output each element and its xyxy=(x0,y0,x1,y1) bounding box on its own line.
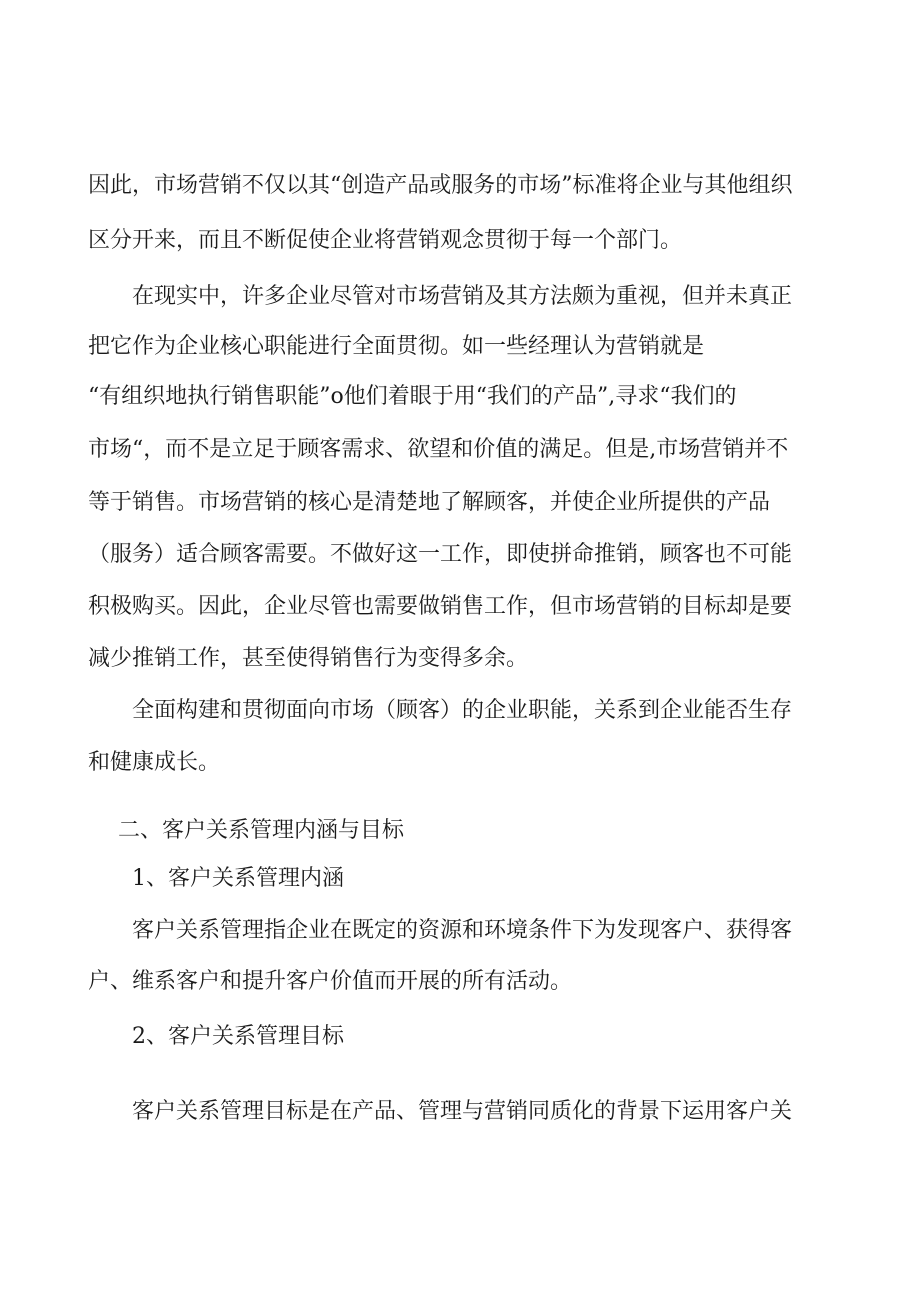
paragraph-line: 户、维系客户和提升客户价值而开展的所有活动。 xyxy=(88,969,573,994)
paragraph-line: 等于销售。市场营销的核心是清楚地了解顾客，并使企业所提供的产品 xyxy=(88,490,771,515)
paragraph-line: 积极购买。因此，企业尽管也需要做销售工作，但市场营销的目标却是要 xyxy=(88,594,793,619)
paragraph-line: 因此，市场营销不仅以其“创造产品或服务的市场”标准将企业与其他组织 xyxy=(88,173,793,198)
paragraph-line: 在现实中，许多企业尽管对市场营销及其方法颇为重视，但并未真正 xyxy=(132,284,793,309)
paragraph-line: 把它作为企业核心职能进行全面贯彻。如一些经理认为营销就是 xyxy=(88,334,705,359)
subsection-heading: 2、客户关系管理目标 xyxy=(132,1024,344,1049)
paragraph-line: （服务）适合顾客需要。不做好这一工作，即使拼命推销，顾客也不可能 xyxy=(88,542,793,567)
section-heading: 二、客户关系管理内涵与目标 xyxy=(118,818,405,843)
paragraph-line: 区分开来，而且不断促使企业将营销观念贯彻于每一个部门。 xyxy=(88,228,683,253)
paragraph-line: “有组织地执行销售职能”o他们着眼于用“我们的产品”,寻求“我们的 xyxy=(88,384,737,409)
paragraph-line: 和健康成长。 xyxy=(88,750,221,775)
paragraph-line: 客户关系管理指企业在既定的资源和环境条件下为发现客户、获得客 xyxy=(132,918,793,943)
paragraph-line: 全面构建和贯彻面向市场（顾客）的企业职能，关系到企业能否生存 xyxy=(132,698,793,723)
subsection-heading: 1、客户关系管理内涵 xyxy=(132,866,344,891)
paragraph-line: 减少推销工作，甚至使得销售行为变得多余。 xyxy=(88,646,529,671)
paragraph-line: 市场“，而不是立足于顾客需求、欲望和价值的满足。但是,市场营销并不 xyxy=(88,437,789,462)
paragraph-line: 客户关系管理目标是在产品、管理与营销同质化的背景下运用客户关 xyxy=(132,1099,793,1124)
